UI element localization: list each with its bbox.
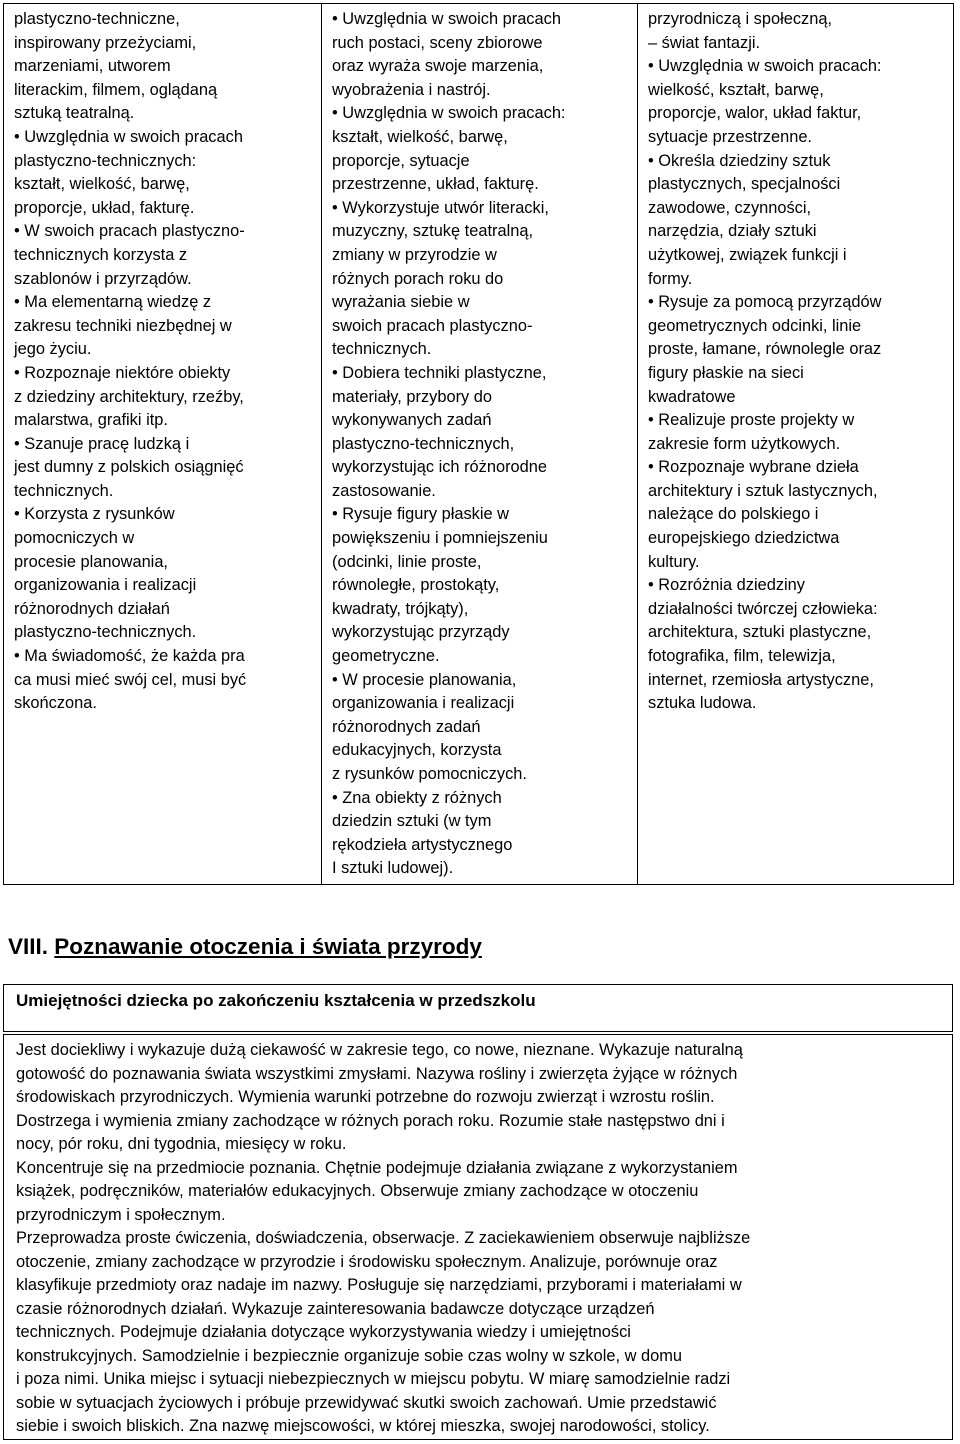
text-line: wykorzystując przyrządy	[332, 623, 510, 642]
text-line: swoich pracach plastyczno-	[332, 316, 533, 335]
text-line: europejskiego dziedzictwa	[648, 529, 840, 548]
text-line: różnych porach roku do	[332, 269, 504, 288]
text-line: otoczenie, zmiany zachodzące w przyrodzie i środowisku społecznym. Analizuje, porównuje oraz	[16, 1252, 718, 1271]
text-line: proste, łamane, równolegle oraz	[648, 340, 882, 359]
text-line: różnorodnych zadań	[332, 717, 481, 736]
text-line: zawodowe, czynności,	[648, 198, 812, 217]
text-line: • Określa dziedziny sztuk	[648, 151, 831, 170]
text-line: należące do polskiego i	[648, 505, 819, 524]
text-line: geometryczne.	[332, 647, 440, 666]
text-line: skończona.	[14, 694, 97, 713]
text-line: I sztuki ludowej).	[332, 859, 454, 878]
text-line: organizowania i realizacji	[14, 576, 197, 595]
text-line: oraz wyraża swoje marzenia,	[332, 57, 544, 76]
text-line: plastyczno-techniczne,	[14, 10, 180, 28]
text-line: kwadratowe	[648, 387, 736, 406]
text-line: (odcinki, linie proste,	[332, 552, 482, 571]
text-line: działalności twórczej człowieka:	[648, 599, 878, 618]
subheading-box	[3, 984, 953, 1032]
text-line: szablonów i przyrządów.	[14, 269, 192, 288]
text-line: • Uwzględnia w swoich pracach:	[332, 104, 566, 123]
text-line: ruch postaci, sceny zbiorowe	[332, 33, 543, 52]
text-line: ca musi mieć swój cel, musi być	[14, 670, 247, 689]
text-line: plastycznych, specjalności	[648, 175, 841, 194]
text-line: figury płaskie na sieci	[648, 363, 804, 382]
text-line: • Uwzględnia w swoich pracach	[14, 127, 243, 146]
section-number: VIII.	[8, 934, 49, 959]
text-line: z dziedziny architektury, rzeźby,	[14, 387, 244, 406]
text-line: wykorzystując ich różnorodne	[332, 458, 547, 477]
text-line: • Rozpoznaje niektóre obiekty	[14, 363, 231, 382]
text-line: klasyfikuje przedmioty oraz nadaje im nazwy. Posługuje się narzędziami, przyborami i materiałami w	[16, 1276, 742, 1294]
text-line: przyrodniczą i społeczną,	[648, 10, 833, 28]
text-line: zakresie form użytkowych.	[648, 434, 841, 453]
text-line: technicznych.	[332, 340, 432, 359]
text-line: plastyczno-technicznych:	[14, 151, 197, 170]
text-line: inspirowany przeżyciami,	[14, 33, 197, 52]
section-title: Poznawanie otoczenia i świata przyrody	[54, 934, 482, 959]
text-line: zmiany w przyrodzie w	[332, 245, 497, 264]
text-line: architektury i sztuk lastycznych,	[648, 481, 878, 500]
text-line: plastyczno-technicznych,	[332, 434, 515, 453]
text-line: • Uwzględnia w swoich pracach	[332, 10, 561, 28]
text-line: narzędzia, działy sztuki	[648, 222, 817, 241]
text-line: Jest dociekliwy i wykazuje dużą ciekawość w zakresie tego, co nowe, nieznane. Wykazuje naturalną	[16, 1041, 743, 1059]
text-line: technicznych. Podejmuje działania dotyczące wykorzystywania wiedzy i umiejętności	[16, 1323, 631, 1341]
text-line: • Uwzględnia w swoich pracach:	[648, 57, 882, 76]
text-line: geometrycznych odcinki, linie	[648, 316, 862, 335]
text-line: kształt, wielkość, barwę,	[332, 127, 508, 146]
text-line: technicznych.	[14, 481, 114, 500]
table-column-3	[638, 4, 954, 885]
text-line: • Rysuje figury płaskie w	[332, 505, 509, 524]
text-line: • Ma elementarną wiedzę z	[14, 293, 212, 312]
text-line: fotografika, film, telewizja,	[648, 647, 836, 666]
text-line: muzyczny, sztukę teatralną,	[332, 222, 534, 241]
text-line: użytkowej, związek funkcji i	[648, 245, 847, 264]
section-heading	[8, 932, 482, 962]
skills-description-box	[3, 1034, 953, 1440]
text-line: • Rozpoznaje wybrane dzieła	[648, 458, 859, 477]
text-line: środowiskach przyrodniczych. Wymienia warunki potrzebne do rozwoju zwierząt i wzrostu roślin.	[16, 1088, 715, 1106]
text-line: marzeniami, utworem	[14, 57, 171, 76]
text-line: • Korzysta z rysunków	[14, 505, 175, 524]
text-line: powiększeniu i pomniejszeniu	[332, 529, 548, 548]
text-line: • Szanuje pracę ludzką i	[14, 434, 190, 453]
text-line: zastosowanie.	[332, 481, 436, 500]
text-line: zakresu techniki niezbędnej w	[14, 316, 232, 335]
text-line: edukacyjnych, korzysta	[332, 741, 502, 760]
text-line: internet, rzemiosła artystyczne,	[648, 670, 874, 689]
text-line: jego życiu.	[14, 340, 92, 359]
text-line: • W swoich pracach plastyczno-	[14, 222, 245, 241]
text-line: • Dobiera techniki plastyczne,	[332, 363, 547, 382]
text-line: książek, podręczników, materiałów edukacyjnych. Obserwuje zmiany zachodzące w otoczeniu	[16, 1182, 699, 1200]
text-line: organizowania i realizacji	[332, 694, 515, 713]
text-line: przestrzenne, układ, fakturę.	[332, 175, 539, 194]
text-line: proporcje, układ, fakturę.	[14, 198, 195, 217]
table-column-2	[322, 4, 638, 885]
text-line: jest dumny z polskich osiągnięć	[14, 458, 244, 477]
text-line: • Rysuje za pomocą przyrządów	[648, 293, 882, 312]
text-line: sytuacje przestrzenne.	[648, 127, 812, 146]
text-line: malarstwa, grafiki itp.	[14, 411, 168, 430]
text-line: czasie różnorodnych działań. Wykazuje zainteresowania badawcze dotyczące urządzeń	[16, 1299, 655, 1318]
subheading: Umiejętności dziecka po zakończeniu kształcenia w przedszkolu	[16, 991, 536, 1010]
table-column-1	[4, 4, 322, 885]
text-line: gotowość do poznawania świata wszystkimi zmysłami. Nazywa rośliny i zwierzęta żyjące w różnych	[16, 1064, 738, 1083]
text-line: kultury.	[648, 552, 700, 571]
text-line: wyrażania siebie w	[332, 293, 470, 312]
text-line: • Zna obiekty z różnych	[332, 788, 502, 807]
text-line: kwadraty, trójkąty),	[332, 599, 469, 618]
text-line: pomocniczych w	[14, 529, 135, 548]
text-line: literackim, filmem, oglądaną	[14, 80, 218, 99]
text-line: Koncentruje się na przedmiocie poznania. Chętnie podejmuje działania związane z wykorzystaniem	[16, 1158, 738, 1177]
text-line: materiały, przybory do	[332, 387, 493, 406]
text-line: • Wykorzystuje utwór literacki,	[332, 198, 549, 217]
text-line: Przeprowadza proste ćwiczenia, doświadczenia, obserwacje. Z zaciekawieniem obserwuje najbliższe	[16, 1229, 751, 1247]
text-line: Dostrzega i wymienia zmiany zachodzące w różnych porach roku. Rozumie stałe następstwo dni i	[16, 1111, 725, 1130]
text-line: formy.	[648, 269, 693, 288]
text-line: architektura, sztuki plastyczne,	[648, 623, 872, 642]
text-line: • W procesie planowania,	[332, 670, 517, 689]
text-line: równoległe, prostokąty,	[332, 576, 500, 595]
skills-table	[3, 3, 954, 885]
text-line: sobie w sytuacjach życiowych i próbuje przewidywać skutki swoich zachowań. Umie przedstawić	[16, 1393, 717, 1412]
text-line: wyobrażenia i nastrój.	[332, 80, 491, 99]
text-line: wykonywanych zadań	[332, 411, 492, 430]
text-line: z rysunków pomocniczych.	[332, 765, 527, 783]
text-line: proporcje, sytuacje	[332, 151, 470, 170]
text-line: • Realizuje proste projekty w	[648, 411, 855, 430]
text-line: różnorodnych działań	[14, 599, 170, 618]
text-line: siebie i swoich bliskich. Zna nazwę miejscowości, w której mieszka, swojej narodowości, stolicy.	[16, 1417, 710, 1435]
text-line: dziedzin sztuki (w tym	[332, 812, 492, 831]
text-line: – świat fantazji.	[648, 33, 761, 52]
text-line: i poza nimi. Unika miejsc i sytuacji niebezpiecznych w miejscu pobytu. W miarę samodzielnie radzi	[16, 1370, 731, 1388]
text-line: nocy, pór roku, dni tygodnia, miesięcy w roku.	[16, 1135, 347, 1153]
text-line: sztuką teatralną.	[14, 104, 135, 123]
text-line: proporcje, walor, układ faktur,	[648, 104, 862, 123]
text-line: • Ma świadomość, że każda pra	[14, 647, 245, 666]
text-line: rękodzieła artystycznego	[332, 835, 513, 854]
text-line: sztuka ludowa.	[648, 694, 757, 713]
text-line: konstrukcyjnych. Samodzielnie i bezpiecznie organizuje sobie czas wolny w szkole, w domu	[16, 1346, 682, 1365]
text-line: plastyczno-technicznych.	[14, 623, 197, 642]
text-line: wielkość, kształt, barwę,	[648, 80, 824, 99]
text-line: procesie planowania,	[14, 552, 168, 571]
text-line: kształt, wielkość, barwę,	[14, 175, 190, 194]
text-line: • Rozróżnia dziedziny	[648, 576, 805, 595]
text-line: technicznych korzysta z	[14, 245, 188, 264]
text-line: przyrodniczym i społecznym.	[16, 1205, 226, 1224]
